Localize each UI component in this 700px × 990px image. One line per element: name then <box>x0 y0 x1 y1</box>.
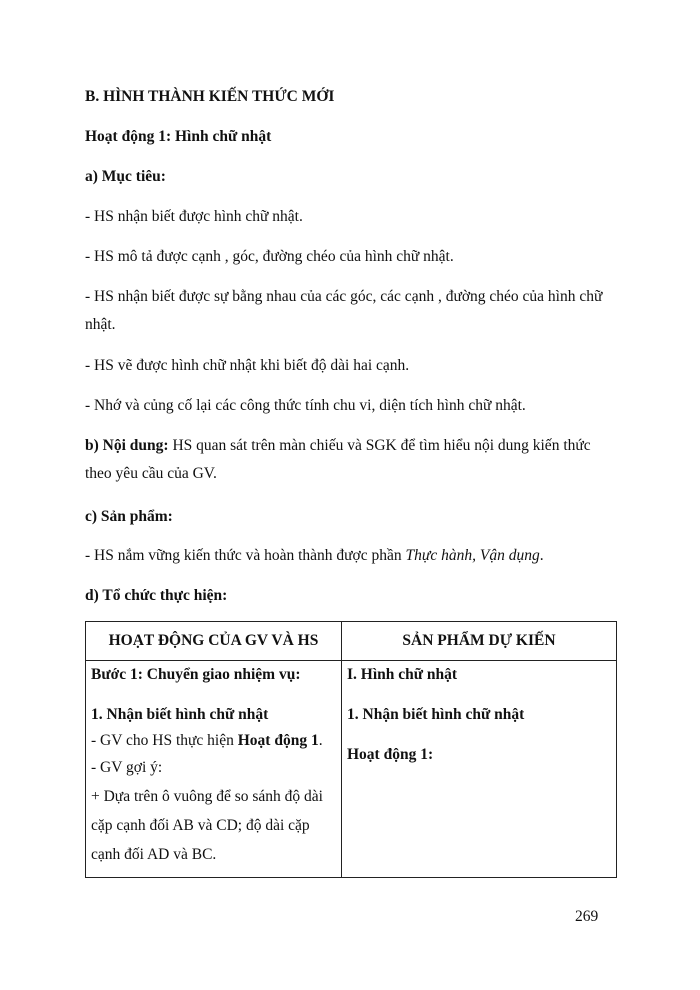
left-line1-bold: Hoạt động 1 <box>237 732 319 749</box>
content-paragraph <box>85 432 615 488</box>
section-title: B. HÌNH THÀNH KIẾN THỨC MỚI <box>85 88 335 105</box>
content-label: b) Nội dung: <box>85 437 169 454</box>
right-activity: Hoạt động 1: <box>347 746 434 763</box>
objective-item: - HS nhận biết được hình chữ nhật. <box>85 208 303 225</box>
table-row <box>86 661 617 878</box>
right-subheading: 1. Nhận biết hình chữ nhật <box>347 706 525 723</box>
left-line: cặp cạnh đối AB và CD; độ dài cặp <box>91 817 310 834</box>
left-line1-suffix: . <box>318 732 323 749</box>
left-subheading: 1. Nhận biết hình chữ nhật <box>91 706 269 723</box>
activity-title: Hoạt động 1: Hình chữ nhật <box>85 128 272 145</box>
product-text-italic: Thực hành, Vận dụng <box>405 547 540 564</box>
objective-item: - Nhớ và củng cố lại các công thức tính chu vi, diện tích hình chữ nhật. <box>85 397 526 414</box>
table-header-row <box>86 622 617 661</box>
product-text <box>85 546 544 566</box>
page-number: 269 <box>575 908 599 925</box>
organization-heading: d) Tổ chức thực hiện: <box>85 587 228 604</box>
product-text-prefix: - HS nắm vững kiến thức và hoàn thành được phần <box>85 547 406 564</box>
left-line1-prefix: - GV cho HS thực hiện <box>91 732 238 749</box>
left-line: + Dựa trên ô vuông để so sánh độ dài <box>91 788 323 805</box>
product-heading: c) Sản phẩm: <box>85 508 173 525</box>
left-line: - GV gợi ý: <box>91 759 163 776</box>
activity-table <box>85 621 617 878</box>
left-line <box>91 731 323 751</box>
header-expected-product: SẢN PHẨM DỰ KIẾN <box>342 622 617 661</box>
left-cell <box>86 661 342 878</box>
header-teacher-student: HOẠT ĐỘNG CỦA GV VÀ HS <box>86 622 342 661</box>
right-title: I. Hình chữ nhật <box>347 666 458 683</box>
objective-item: - HS vẽ được hình chữ nhật khi biết độ dài hai cạnh. <box>85 357 410 374</box>
product-text-suffix: . <box>539 547 544 564</box>
content-text: HS quan sát trên màn chiếu và SGK để tìm hiểu nội dung kiến thức theo yêu cầu của GV. <box>85 437 591 482</box>
objective-item: - HS nhận biết được sự bằng nhau của các góc, các cạnh , đường chéo của hình chữ nhật. <box>85 288 603 333</box>
objective-item: - HS mô tả được cạnh , góc, đường chéo của hình chữ nhật. <box>85 248 454 265</box>
step-title: Bước 1: Chuyển giao nhiệm vụ: <box>91 666 301 683</box>
left-line: cạnh đối AD và BC. <box>91 846 217 863</box>
objectives-heading: a) Mục tiêu: <box>85 168 166 185</box>
right-cell <box>342 661 617 878</box>
